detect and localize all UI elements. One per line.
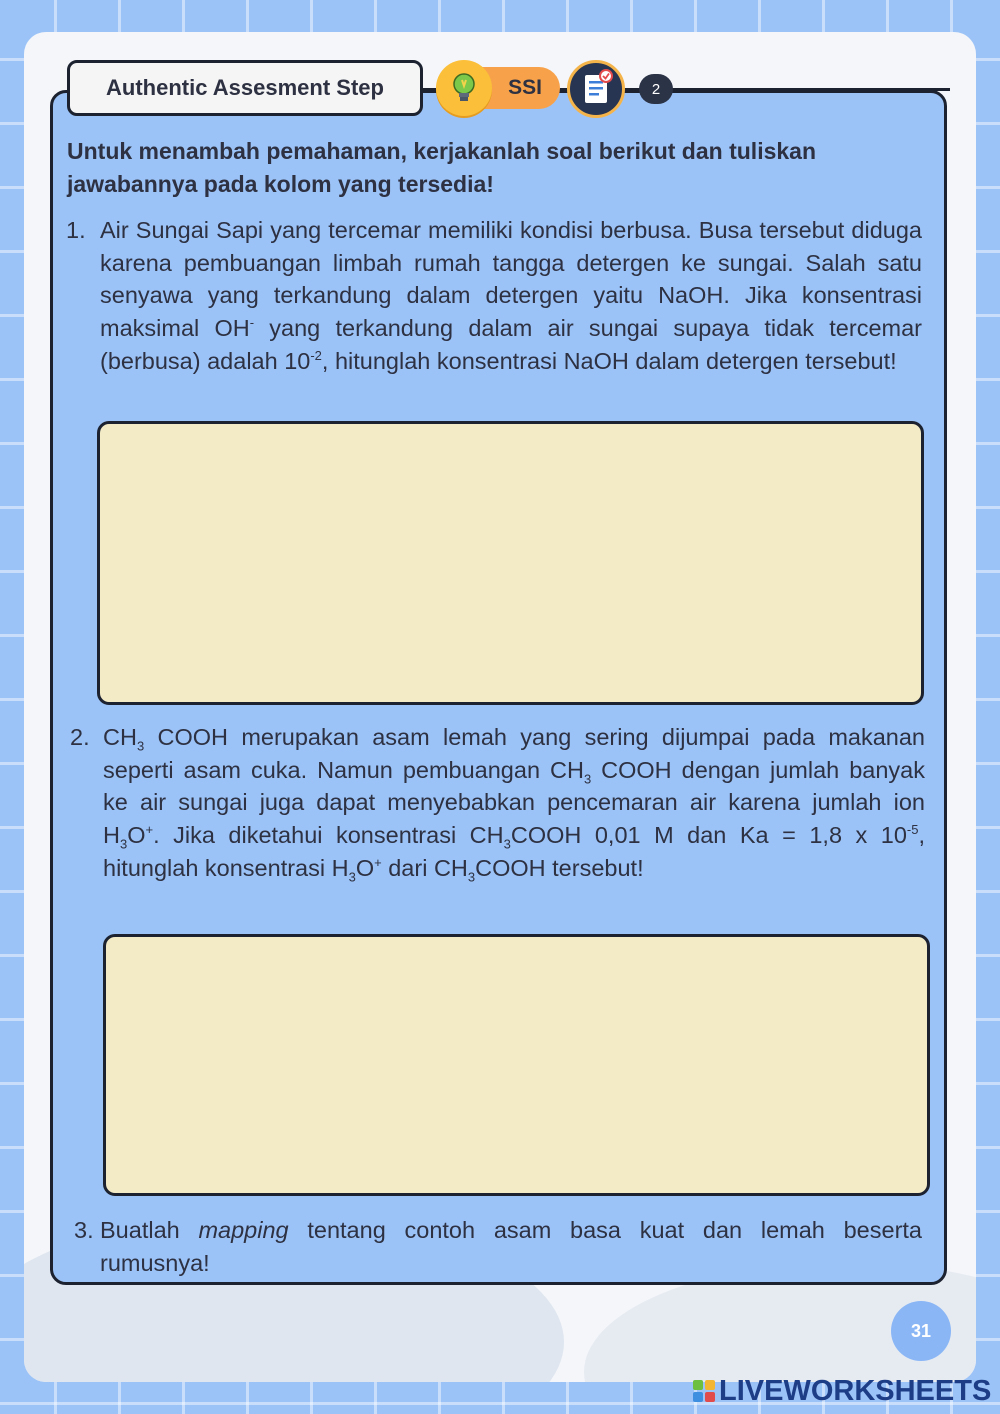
question-text: Air Sungai Sapi yang tercemar memiliki kondisi berbusa. Busa tersebut diduga karena pembuangan limbah rumah tangga detergen ke sungai. Salah satu senyawa yang terkandung dalam detergen yaitu NaOH. Jika konsentrasi maksimal OH- yang terkandung dalam air sungai supaya tidak tercemar (berbusa) adalah $10^{-2}$, hitunglah konsentrasi NaOH dalam detergen tersebut! <box>100 217 922 374</box>
answer-box-2[interactable] <box>103 934 930 1196</box>
step-title <box>67 60 423 116</box>
liveworksheets-logo <box>693 1374 991 1408</box>
brand-text: LIVEWORKSHEETS <box>719 1374 992 1407</box>
lightbulb-icon <box>436 60 492 116</box>
page-number: 31 <box>891 1301 951 1361</box>
step-number-badge: 2 <box>639 74 673 104</box>
question-number: 1. <box>66 217 86 243</box>
question-number: 2. <box>70 724 90 750</box>
question-text: $CH_3$ COOH merupakan asam lemah yang sering dijumpai pada makanan seperti asam cuka. Namun pembuangan $CH_3$ COOH dengan jumlah banyak ke air sungai juga dapat menyebabkan pencemaran air karena jumlah ion $H_3O^+$. Jika diketahui konsentrasi $CH_3COOH$ 0,01 M dan Ka = 1,8 x $10^{-5}$, hitunglah konsentrasi $H_3O^+$ dari $CH_3COOH$ tersebut! <box>103 724 925 885</box>
question-text: Buatlah mapping tentang contoh asam basa kuat dan lemah beserta rumusnya! <box>100 1217 922 1276</box>
answer-box-1[interactable] <box>97 421 924 705</box>
ssi-label: SSI <box>508 76 542 99</box>
step-title-text: Authentic Assesment Step <box>106 75 384 100</box>
instruction-text: Untuk menambah pemahaman, kerjakanlah soal berikut dan tuliskan jawabannya pada kolom yang tersedia! <box>67 138 817 197</box>
liveworksheets-logo-icon <box>693 1380 715 1402</box>
assessment-document-icon <box>567 60 625 118</box>
question-number: 3. <box>74 1217 94 1243</box>
